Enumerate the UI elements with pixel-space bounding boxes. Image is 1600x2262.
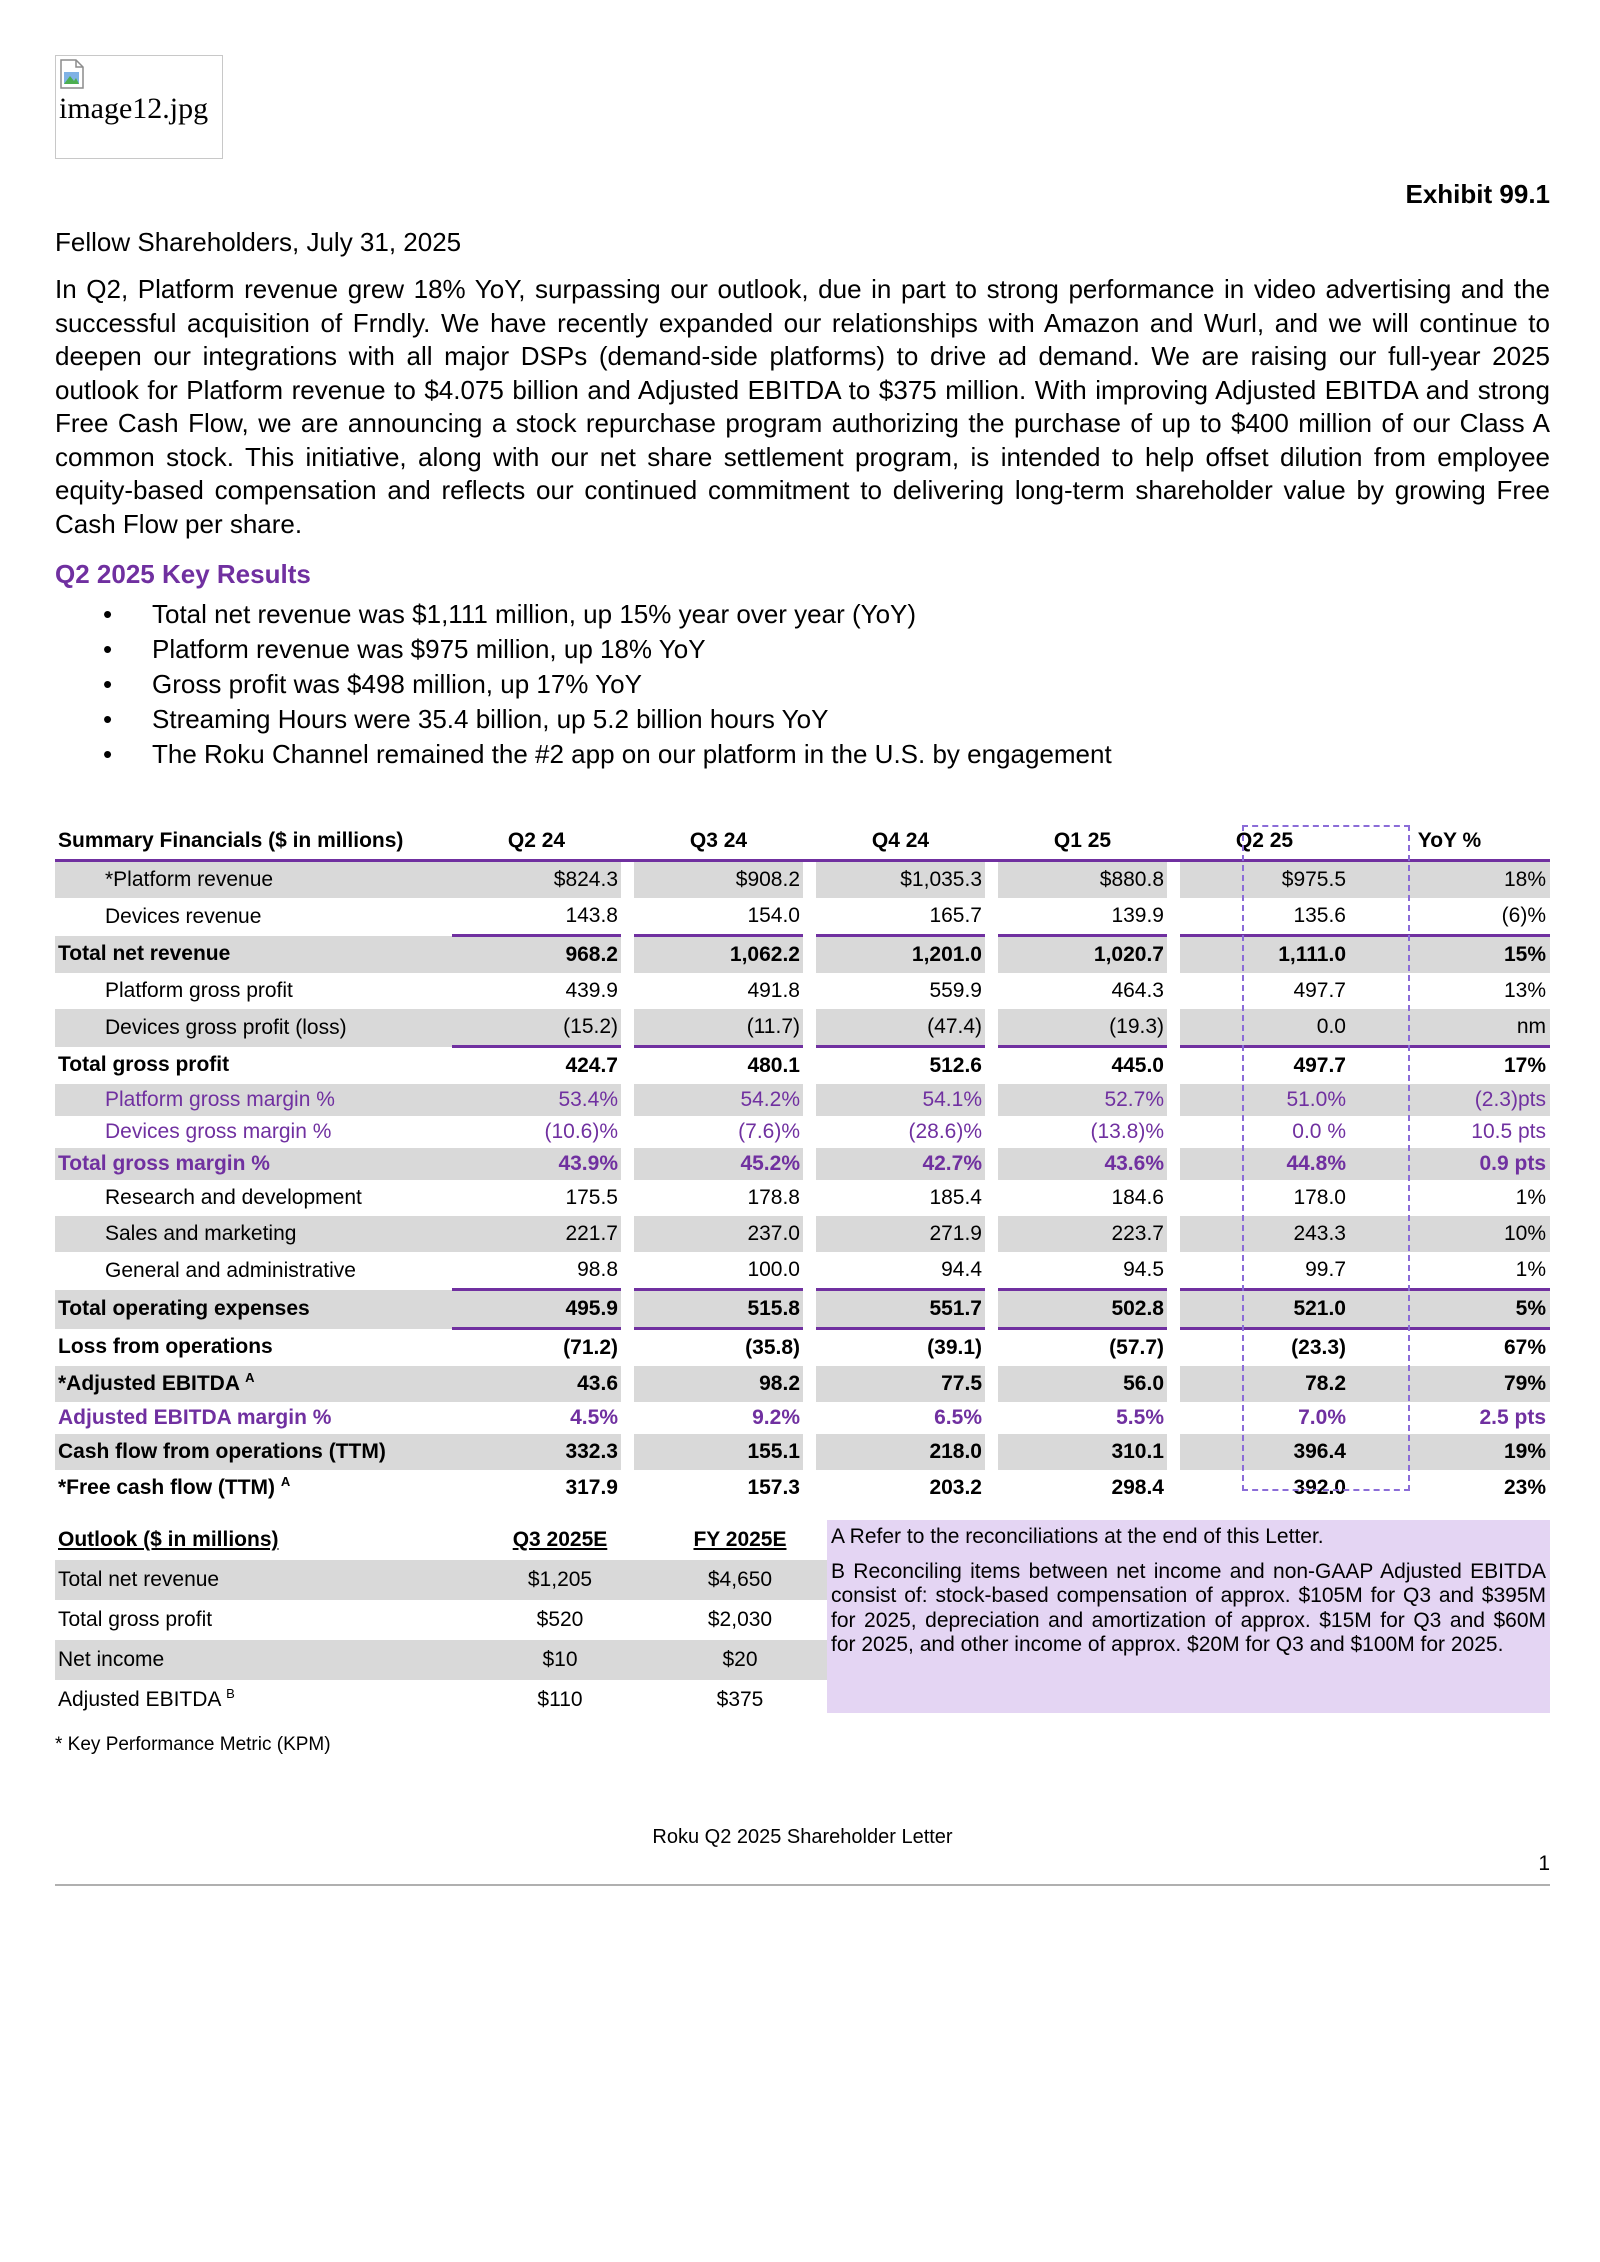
yoy-cell: 5% [1349,1290,1550,1329]
list-item-text: Streaming Hours were 35.4 billion, up 5.2 billion hours YoY [152,704,829,734]
table-row [55,1600,830,1640]
cell: 43.6 [452,1366,621,1402]
row-label: Total gross profit [58,1053,230,1077]
cell: 52.7% [998,1084,1167,1116]
row-label: Sales and marketing [55,1216,452,1252]
cell: 94.4 [941,1258,982,1281]
list-item-text: The Roku Channel remained the #2 app on our platform in the U.S. by engagement [152,739,1112,769]
bullet-icon: • [103,704,113,734]
cell: 77.5 [816,1366,985,1402]
cell: 497.7 [1293,979,1346,1002]
exhibit-number: Exhibit 99.1 [1405,179,1550,209]
cell: 464.3 [1111,979,1164,1002]
table-row [55,1434,1550,1470]
cell: (13.8)% [1090,1120,1164,1143]
cell: 43.9% [452,1148,621,1180]
cell: 237.0 [634,1216,803,1252]
cell: $520 [536,1608,584,1631]
cell: 143.8 [565,904,618,927]
cell: $20 [650,1640,830,1680]
cell: 480.1 [634,1047,803,1085]
table-row [55,1084,1550,1116]
column-header: YoY % [1349,823,1550,861]
row-label-text: *Adjusted EBITDA [58,1372,240,1395]
summary-financials-table [55,823,1550,1506]
cell: $908.2 [634,861,803,899]
cell: 178.8 [747,1186,800,1209]
yoy-cell: 10.5 pts [1471,1120,1546,1143]
yoy-cell: (2.3)pts [1349,1084,1550,1116]
cell: 54.2% [634,1084,803,1116]
kpm-note: * Key Performance Metric (KPM) [55,1734,331,1755]
table-row [55,973,1550,1009]
cell: 243.3 [1180,1216,1349,1252]
row-label: General and administrative [105,1258,356,1282]
yoy-cell: 1% [1515,1186,1546,1209]
cell: 4.5% [570,1406,618,1429]
column-header: Q3 2025E [512,1528,608,1551]
table-row [55,1047,1550,1085]
list-item-text: Total net revenue was $1,111 million, up 15% year over year (YoY) [152,599,917,629]
yoy-cell: 15% [1349,936,1550,974]
table-row [55,936,1550,974]
cell: 223.7 [998,1216,1167,1252]
column-header: Q4 24 [816,823,985,861]
yoy-cell: 67% [1349,1329,1550,1367]
yoy-cell: 79% [1349,1366,1550,1402]
cell: $375 [716,1688,764,1711]
yoy-cell: 19% [1349,1434,1550,1470]
cell: 99.7 [1305,1258,1346,1281]
list-item [55,737,1112,772]
list-item [55,632,1112,667]
cell: $2,030 [707,1608,773,1631]
cell: 42.7% [816,1148,985,1180]
cell: (15.2) [452,1009,621,1047]
table-row [55,1252,1550,1290]
footer-divider [55,1884,1550,1886]
cell: 218.0 [816,1434,985,1470]
row-label: Total gross margin % [55,1148,452,1180]
cell: $1,205 [470,1560,650,1600]
cell: (57.7) [998,1329,1167,1367]
yoy-cell: 18% [1349,861,1550,899]
row-label: Net income [55,1640,470,1680]
footnote-b: B Reconciling items between net income and non-GAAP Adjusted EBITDA consist of: stock-based compensation of approx. $105M for Q3 and $395M for 2025, depreciation and amortization of approx. $15M for Q3 and $60M for 2025, and other income of approx. $20M for Q3 and $100M for 2025. [831,1559,1546,1656]
cell: 100.0 [747,1258,800,1281]
cell: $824.3 [452,861,621,899]
cell: 0.0 % [1292,1120,1346,1143]
table-row [55,898,1550,936]
footnotes-box [827,1520,1550,1713]
cell: 1,062.2 [634,936,803,974]
cell: 502.8 [998,1290,1167,1329]
cell: $1,035.3 [816,861,985,899]
cell: 5.5% [1116,1406,1164,1429]
table-row [55,1680,830,1720]
cell: $880.8 [998,861,1167,899]
row-label: Devices gross margin % [105,1120,332,1143]
cell: 165.7 [929,904,982,927]
table-row [55,1290,1550,1329]
row-label [55,1470,452,1506]
cell: 1,111.0 [1180,936,1349,974]
cell: (7.6)% [738,1120,800,1143]
cell: 135.6 [1293,904,1346,927]
cell: (35.8) [634,1329,803,1367]
table-row [55,861,1550,899]
cell: 298.4 [1111,1476,1164,1499]
broken-image-icon [59,59,85,89]
footnote-marker: A [245,1370,255,1385]
cell: $4,650 [650,1560,830,1600]
cell: 221.7 [452,1216,621,1252]
cell: 175.5 [565,1186,618,1209]
yoy-cell: 1% [1515,1258,1546,1281]
bullet-icon: • [103,669,113,699]
table-row [55,1148,1550,1180]
yoy-cell: nm [1349,1009,1550,1047]
row-label: Total net revenue [55,1560,470,1600]
cell: (28.6)% [908,1120,982,1143]
cell: 497.7 [1180,1047,1349,1085]
table-row [55,1640,830,1680]
key-results-list [55,597,1112,772]
table-header-row [55,823,1550,861]
bullet-icon: • [103,599,113,629]
footnote-a: A Refer to the reconciliations at the end of this Letter. [831,1525,1324,1548]
cell: 154.0 [747,904,800,927]
column-header: Summary Financials ($ in millions) [55,823,452,861]
table-row [55,1180,1550,1216]
cell: 7.0% [1298,1406,1346,1429]
cell: 317.9 [565,1476,618,1499]
cell: 271.9 [816,1216,985,1252]
cell: 491.8 [747,979,800,1002]
cell: 310.1 [998,1434,1167,1470]
cell: 98.8 [577,1258,618,1281]
cell: 424.7 [452,1047,621,1085]
cell: (19.3) [998,1009,1167,1047]
column-header: Outlook ($ in millions) [58,1528,279,1551]
cell: 56.0 [998,1366,1167,1402]
row-label: Adjusted EBITDA margin % [58,1406,332,1429]
footer-title: Roku Q2 2025 Shareholder Letter [652,1826,953,1848]
row-label: Devices gross profit (loss) [55,1009,452,1047]
cell: 184.6 [1111,1186,1164,1209]
bullet-icon: • [103,739,113,769]
row-label: Total operating expenses [55,1290,452,1329]
logo-image [55,55,223,159]
table-row [55,1470,1550,1506]
row-label: Devices revenue [105,904,262,928]
list-item-text: Gross profit was $498 million, up 17% YoY [152,669,642,699]
cell: 332.3 [452,1434,621,1470]
cell: 155.1 [634,1434,803,1470]
logo-alt-text: image12.jpg [59,92,209,125]
row-label [55,1366,452,1402]
cell: 44.8% [1180,1148,1349,1180]
row-label: Research and development [105,1186,362,1209]
cell: 53.4% [452,1084,621,1116]
cell: 521.0 [1180,1290,1349,1329]
yoy-cell: 23% [1503,1476,1546,1499]
yoy-cell: 17% [1349,1047,1550,1085]
list-item [55,667,1112,702]
cell: 6.5% [934,1406,982,1429]
key-results-heading: Q2 2025 Key Results [55,559,311,589]
letter-salutation: Fellow Shareholders, July 31, 2025 [55,227,462,257]
table-header-row [55,1520,830,1560]
cell: $10 [470,1640,650,1680]
cell: 968.2 [452,936,621,974]
column-header: Q1 25 [998,823,1167,861]
column-header: Q3 24 [634,823,803,861]
column-header: Q2 24 [452,823,621,861]
row-label: Total gross profit [58,1608,213,1631]
cell: 98.2 [634,1366,803,1402]
yoy-cell: (6)% [1501,904,1546,927]
cell: (11.7) [634,1009,803,1047]
row-label-text: Adjusted EBITDA [58,1688,221,1711]
cell: 392.0 [1293,1476,1346,1499]
cell: 439.9 [565,979,618,1002]
cell: 185.4 [929,1186,982,1209]
column-header: Q2 25 [1180,823,1349,861]
cell: 9.2% [752,1406,800,1429]
column-header: FY 2025E [693,1528,787,1551]
cell: 512.6 [816,1047,985,1085]
cell: 445.0 [998,1047,1167,1085]
footnote-marker: A [280,1474,291,1489]
cell: 43.6% [998,1148,1167,1180]
cell: 203.2 [929,1476,982,1499]
cell: 0.0 [1180,1009,1349,1047]
cell: (71.2) [452,1329,621,1367]
cell: 178.0 [1293,1186,1346,1209]
row-label: *Platform revenue [55,861,452,899]
cell: 1,020.7 [998,936,1167,974]
table-row [55,1216,1550,1252]
row-label: Total net revenue [55,936,452,974]
bullet-icon: • [103,634,113,664]
cell: 515.8 [634,1290,803,1329]
yoy-cell: 13% [1503,979,1546,1002]
cell: (10.6)% [544,1120,618,1143]
cell: 45.2% [634,1148,803,1180]
row-label: Platform gross profit [105,979,293,1002]
cell: 139.9 [1111,904,1164,927]
intro-paragraph: In Q2, Platform revenue grew 18% YoY, surpassing our outlook, due in part to strong performance in video advertising and the successful acquisition of Frndly. We have recently expanded our relationships with Amazon and Wurl, and we will continue to deepen our integrations with all major DSPs (demand-side platforms) to drive ad demand. We are raising our full-year 2025 outlook for Platform revenue to $4.075 billion and Adjusted EBITDA to $375 million. With improving Adjusted EBITDA and strong Free Cash Flow, we are announcing a stock repurchase program authorizing the purchase of up to $400 million of our Class A common stock. This initiative, along with our net share settlement program, is intended to help offset dilution from employee equity-based compensation and reflects our continued commitment to delivering long-term shareholder value by growing Free Cash Flow per share. [55,274,1550,539]
cell: 78.2 [1180,1366,1349,1402]
table-row [55,1009,1550,1047]
table-row [55,1560,830,1600]
yoy-cell: 2.5 pts [1479,1406,1546,1429]
row-label [55,1680,470,1720]
cell: 54.1% [816,1084,985,1116]
yoy-cell: 10% [1349,1216,1550,1252]
cell: (39.1) [816,1329,985,1367]
cell: 396.4 [1180,1434,1349,1470]
row-label: Platform gross margin % [55,1084,452,1116]
page-number: 1 [1538,1852,1550,1875]
list-item-text: Platform revenue was $975 million, up 18% YoY [152,634,706,664]
cell: (47.4) [816,1009,985,1047]
cell: 559.9 [929,979,982,1002]
row-label: Cash flow from operations (TTM) [55,1434,452,1470]
cell: 94.5 [1123,1258,1164,1281]
cell: (23.3) [1180,1329,1349,1367]
yoy-cell: 0.9 pts [1349,1148,1550,1180]
outlook-table [55,1520,830,1720]
table-row [55,1402,1550,1434]
table-row [55,1116,1550,1148]
cell: $110 [537,1688,583,1711]
table-row [55,1366,1550,1402]
row-label: Loss from operations [58,1335,273,1359]
cell: 495.9 [452,1290,621,1329]
table-row [55,1329,1550,1367]
cell: 157.3 [747,1476,800,1499]
cell: $975.5 [1180,861,1349,899]
list-item [55,702,1112,737]
cell: 551.7 [816,1290,985,1329]
cell: 51.0% [1180,1084,1349,1116]
row-label-text: *Free cash flow (TTM) [58,1476,276,1499]
footnote-marker: B [226,1686,235,1701]
list-item [55,597,1112,632]
cell: 1,201.0 [816,936,985,974]
